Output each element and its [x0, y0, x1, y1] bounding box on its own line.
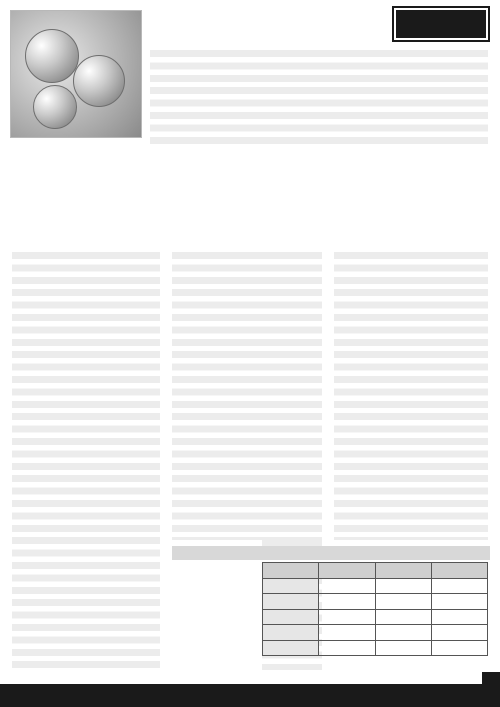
table-row	[263, 594, 488, 610]
table-cell	[319, 625, 375, 641]
footer-issue-number	[400, 688, 490, 702]
gem-shape	[25, 29, 79, 83]
table-cell	[375, 594, 431, 610]
gemstone-photo	[10, 10, 142, 138]
lead-paragraph	[150, 50, 488, 146]
table-cell	[375, 578, 431, 594]
table-cell	[431, 640, 487, 656]
table-cell	[375, 625, 431, 641]
table-cell	[263, 594, 319, 610]
table-cell	[319, 609, 375, 625]
byline	[300, 232, 440, 246]
article-column-3	[334, 252, 488, 540]
score-table-header-row	[263, 563, 488, 579]
table-cell	[431, 625, 487, 641]
table-row	[263, 625, 488, 641]
table-cell	[431, 609, 487, 625]
table-cell	[263, 609, 319, 625]
article-url	[336, 530, 486, 542]
table-cell	[375, 609, 431, 625]
table-cell	[319, 578, 375, 594]
table-cell	[263, 578, 319, 594]
score-table-header	[431, 563, 487, 579]
table-cell	[263, 640, 319, 656]
score-table-header	[375, 563, 431, 579]
table-row	[263, 640, 488, 656]
table-cell	[319, 640, 375, 656]
footer-quote	[130, 688, 370, 702]
gem-shape	[73, 55, 125, 107]
footer-signature	[10, 688, 110, 702]
article-column-2	[172, 252, 322, 540]
article-column-1	[12, 252, 160, 672]
table-row	[263, 609, 488, 625]
table-cell	[431, 578, 487, 594]
table-cell	[263, 625, 319, 641]
gem-shape	[33, 85, 77, 129]
page-corner-mark	[482, 672, 500, 684]
table-cell	[431, 594, 487, 610]
score-table-header	[319, 563, 375, 579]
table-cell	[319, 594, 375, 610]
score-table	[262, 562, 488, 656]
table-row	[263, 578, 488, 594]
score-table-header	[263, 563, 319, 579]
headline-line-1	[130, 152, 370, 186]
table-cell	[375, 640, 431, 656]
headline-line-2	[128, 186, 428, 230]
section-tag	[396, 10, 486, 38]
score-table-title	[172, 546, 490, 560]
